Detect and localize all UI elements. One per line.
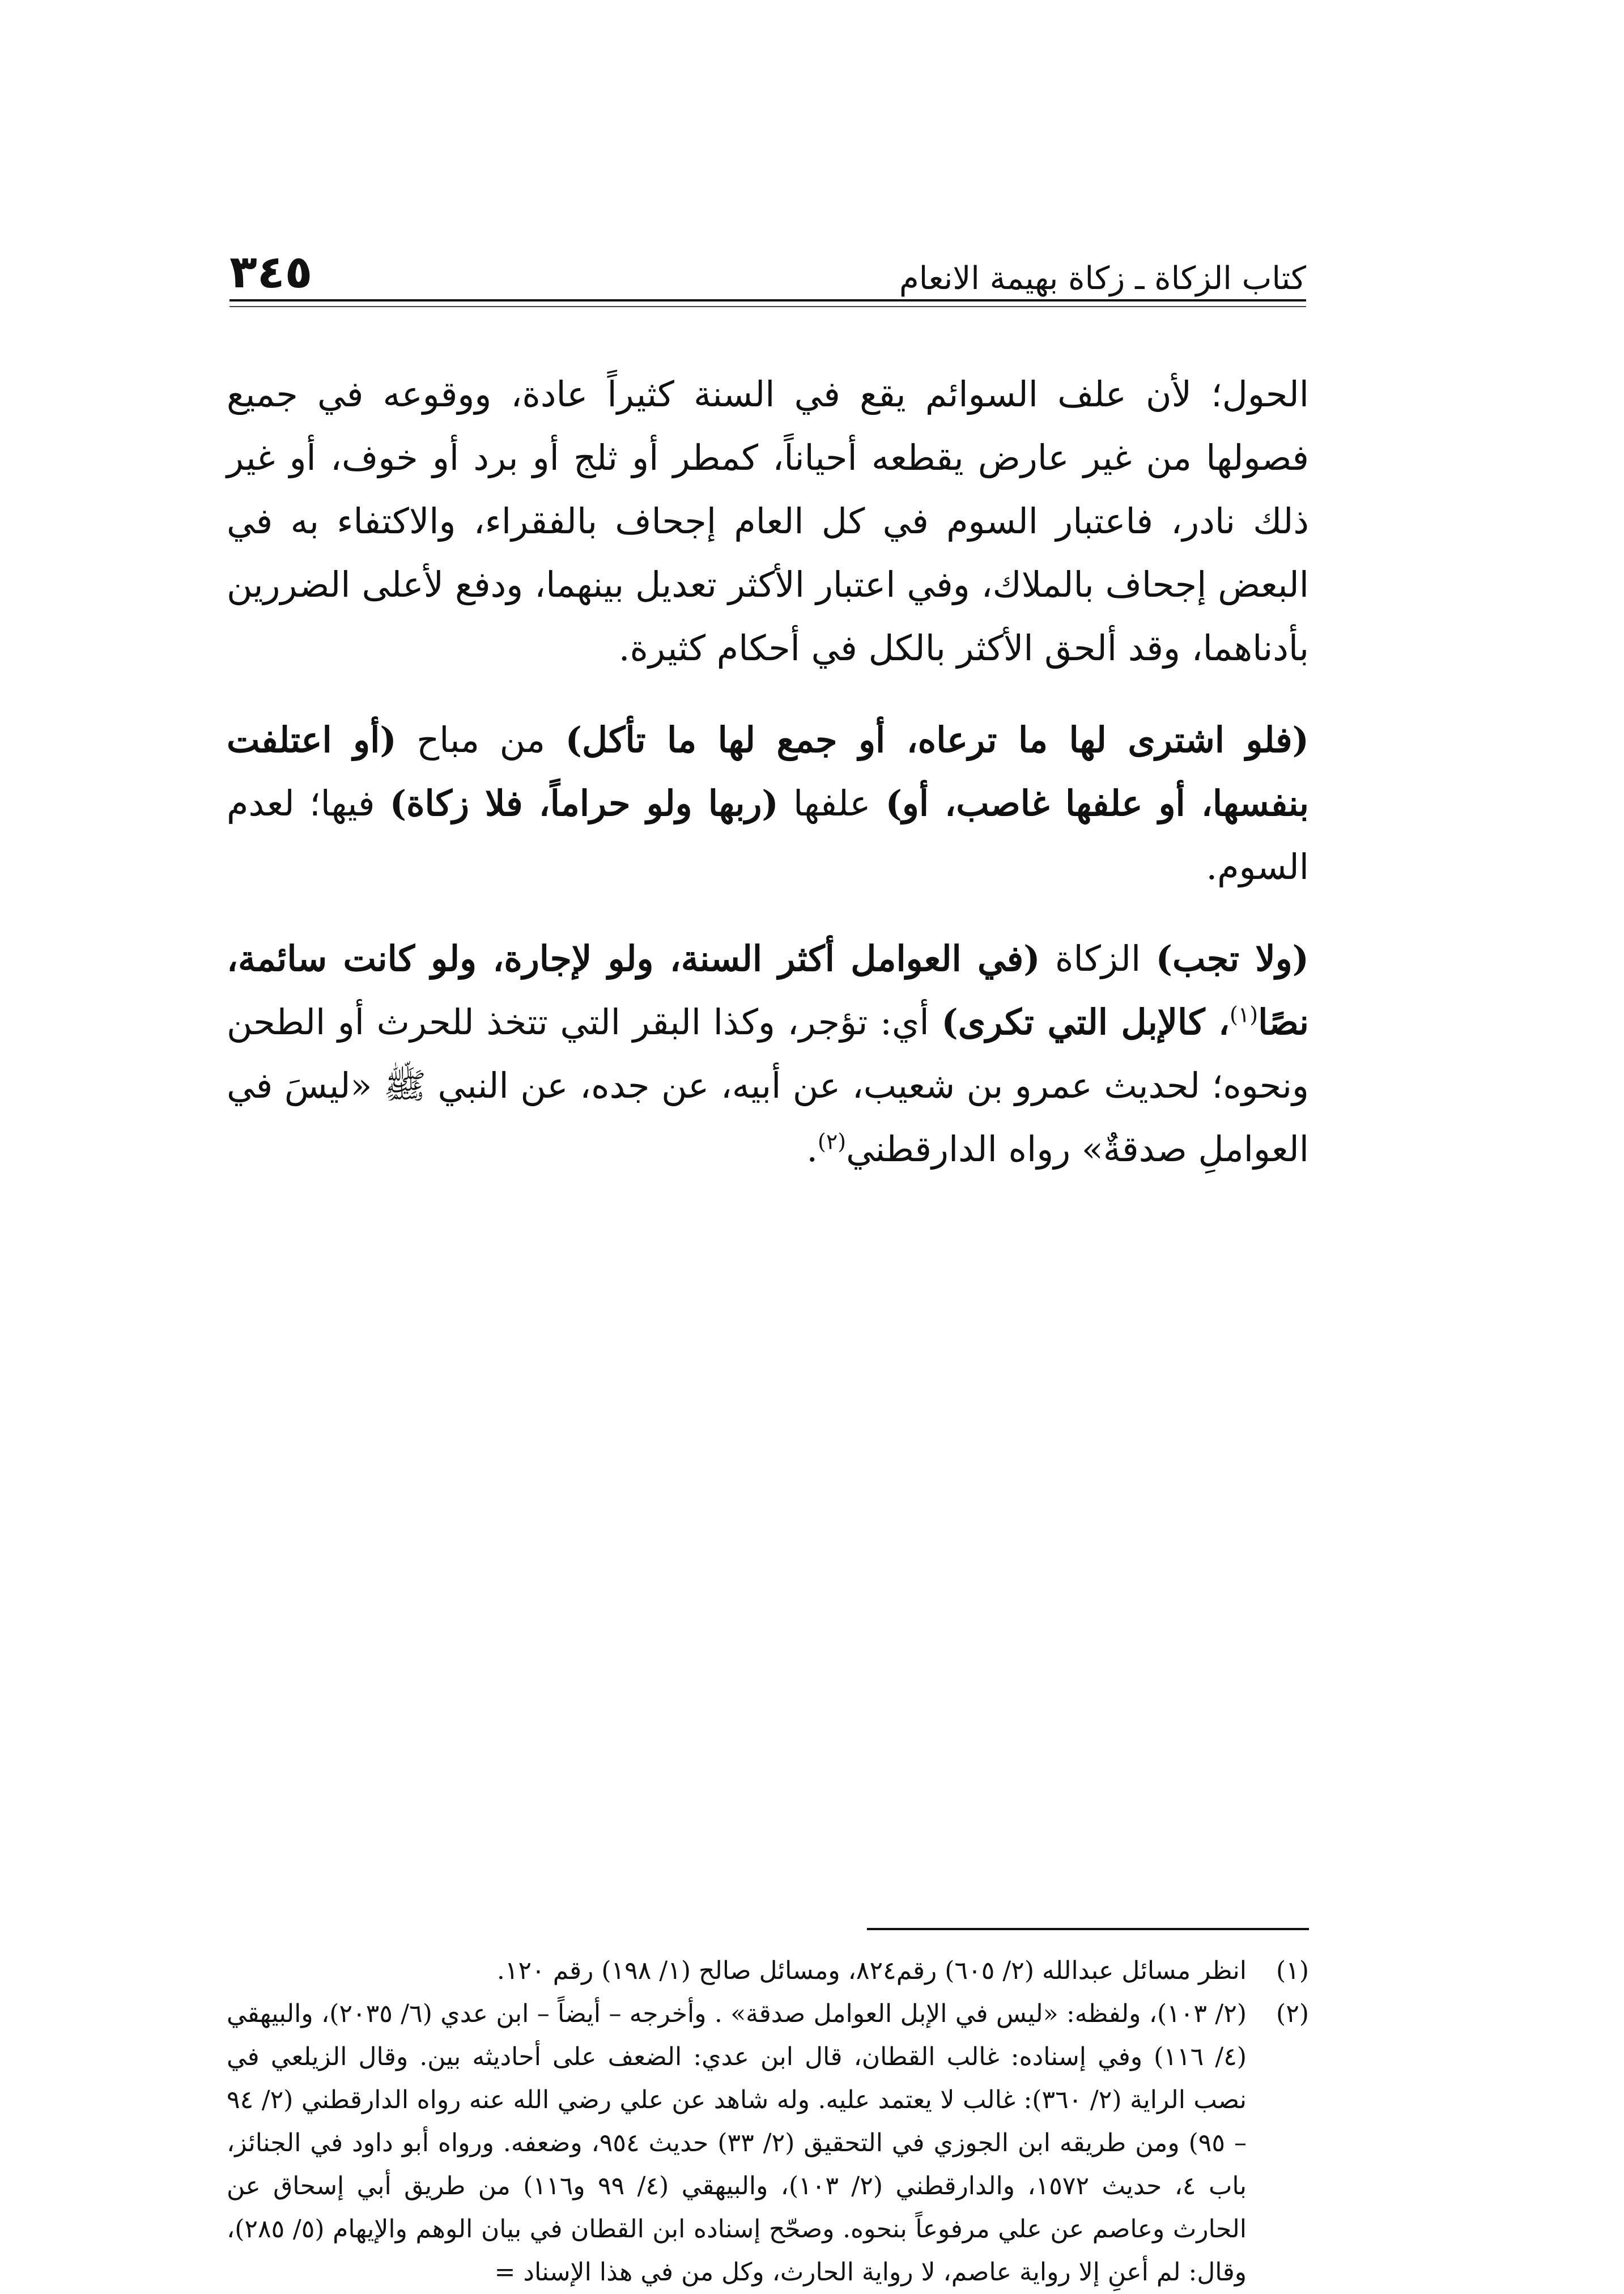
bold-matn: ، كالإبل التي تكرى) [941, 1001, 1230, 1043]
commentary-text: . [806, 1128, 818, 1170]
footnote-2 [227, 1993, 1309, 2294]
footnote-separator [867, 1928, 1309, 1930]
footnote-1 [227, 1949, 1309, 1993]
paragraph-1: الحول؛ لأن علف السوائم يقع في السنة كثيراً عادة، ووقوعه في جميع فصولها من غير عارض يقطعه أحياناً، كمطر أو ثلج أو برد أو خوف، أو غير ذلك نادر، فاعتبار السوم في كل العام إجحاف بالفقراء، والاكتفاء به في البعض إجحاف بالملاك، وفي اعتبار الأكثر تعديل بينهما، ودفع لأعلى الضررين بأدناهما، وقد ألحق الأكثر بالكل في أحكام كثيرة. [227, 373, 1309, 669]
commentary-text: الزكاة [1040, 938, 1156, 979]
paragraph-2 [227, 708, 1309, 899]
bold-matn: (ربها ولو حراماً، فلا زكاة) [389, 783, 779, 824]
footnote-ref-2[interactable]: (٢) [818, 1129, 847, 1154]
bold-matn: (ولا تجب) [1155, 938, 1309, 979]
footnote-number: (١) [1276, 1956, 1309, 1985]
bold-matn: (أو اعتلفت بنفسها، أو علفها غاصب، أو) [227, 719, 1310, 824]
page-header [229, 232, 1306, 298]
paragraph-3 [227, 927, 1309, 1181]
bold-matn: (في العوامل أكثر السنة، ولو لإجارة، ولو كانت سائمة، نصًا [227, 938, 1309, 1043]
bold-matn: (فلو اشترى لها ما ترعاه، أو جمع لها ما تأكل) [565, 719, 1309, 761]
page-number: ٣٤٥ [229, 245, 313, 298]
footnote-text: (٢/ ١٠٣)، ولفظه: «ليس في الإبل العوامل صدقة» . وأخرجه – أيضاً – ابن عدي (٦/ ٢٠٣٥)، والبيهقي (٤/ ١١٦) وفي إسناده: غالب القطان، قال ابن عدي: الضعف على أحاديثه بين. وقال الزيلعي في نصب الراية (٢/ ٣٦٠): غالب لا يعتمد عليه. وله شاهد عن علي رضي الله عنه رواه الدارقطني (٢/ ٩٤ – ٩٥) ومن طريقه ابن الجوزي في التحقيق (٢/ ٣٣) حديث ٩٥٤، وضعفه. ورواه أبو داود في الجنائز، باب ٤، حديث ١٥٧٢، والدارقطني (٢/ ١٠٣)، والبيهقي (٤/ ٩٩ و١١٦) من طريق أبي إسحاق عن الحارث وعاصم عن علي مرفوعاً بنحوه. وصحّح إسناده ابن القطان في بيان الوهم والإيهام (٥/ ٢٨٥)، وقال: لم أعنِ إلا رواية عاصم، لا رواية الحارث، وكل من في هذا الإسناد = [227, 1999, 1247, 2287]
main-text [227, 363, 1309, 1181]
header-rule [229, 299, 1306, 301]
header-rule-secondary [229, 306, 1306, 307]
running-title: كتاب الزكاة ـ زكاة بهيمة الانعام [899, 260, 1306, 297]
commentary-text: علفها [778, 783, 886, 824]
commentary-text: أي: تؤجر، وكذا البقر التي تتخذ للحرث أو الطحن ونحوه؛ لحديث عمرو بن شعيب، عن أبيه، عن جده، عن النبي ﷺ «ليسَ في العواملِ صدقةٌ» رواه الدارقطني [227, 1001, 1309, 1170]
commentary-text: فيها؛ لعدم السوم. [227, 783, 1309, 887]
footnote-ref-1[interactable]: (١) [1230, 1002, 1259, 1027]
footnotes [227, 1949, 1309, 2294]
footnote-text: انظر مسائل عبدالله (٢/ ٦٠٥) رقم٨٢٤، ومسائل صالح (١/ ١٩٨) رقم ١٢٠. [496, 1956, 1247, 1985]
commentary-text: من مباح [396, 719, 566, 761]
footnote-number: (٢) [1276, 1999, 1309, 2028]
